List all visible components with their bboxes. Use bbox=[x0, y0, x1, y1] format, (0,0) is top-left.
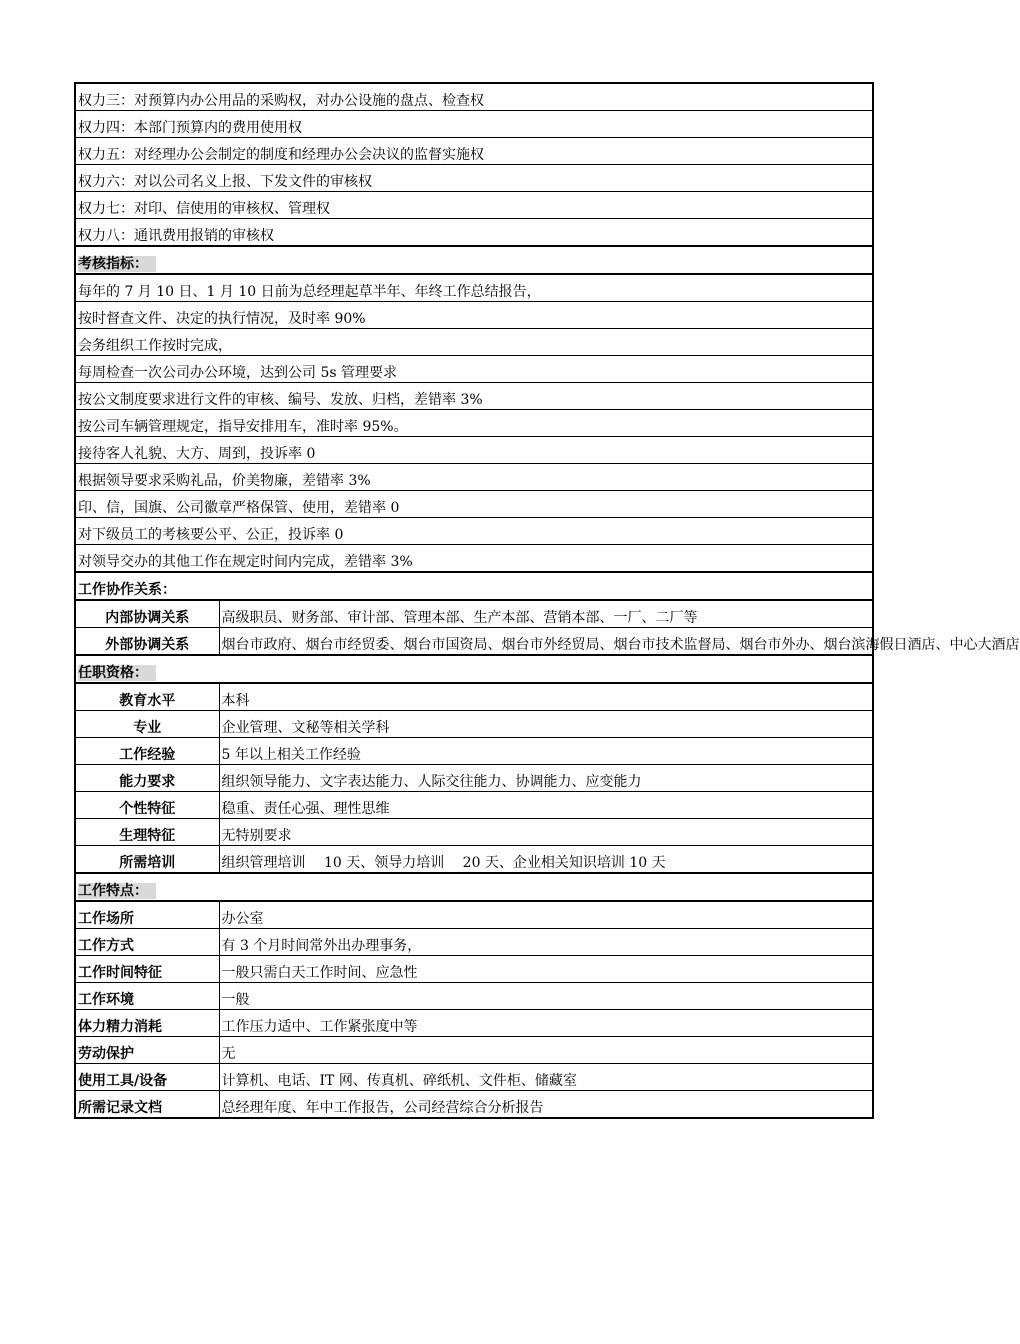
power-item: 权力三：对预算内办公用品的采购权，对办公设施的盘点、检查权 bbox=[75, 83, 873, 111]
power-item: 权力五：对经理办公会制定的制度和经理办公会决议的监督实施权 bbox=[75, 138, 873, 165]
qualifications-heading bbox=[75, 655, 873, 683]
qualification-label: 能力要求 bbox=[75, 765, 219, 792]
external-coordination-label: 外部协调关系 bbox=[75, 628, 219, 656]
qualification-value: 企业管理、文秘等相关学科 bbox=[219, 711, 873, 738]
cooperation-heading: 工作协作关系： bbox=[75, 572, 873, 600]
qualification-label: 所需培训 bbox=[75, 846, 219, 874]
kpi-item: 根据领导要求采购礼品，价美物廉，差错率 3% bbox=[75, 464, 873, 491]
feature-value: 一般 bbox=[219, 983, 873, 1010]
kpi-heading bbox=[75, 246, 873, 274]
feature-label: 所需记录文档 bbox=[75, 1091, 219, 1119]
qualification-value: 5 年以上相关工作经验 bbox=[219, 738, 873, 765]
kpi-item: 对领导交办的其他工作在规定时间内完成，差错率 3% bbox=[75, 545, 873, 573]
power-item: 权力四：本部门预算内的费用使用权 bbox=[75, 111, 873, 138]
feature-value: 办公室 bbox=[219, 901, 873, 929]
feature-value: 有 3 个月时间常外出办理事务， bbox=[219, 929, 873, 956]
kpi-item: 按公文制度要求进行文件的审核、编号、发放、归档，差错率 3% bbox=[75, 383, 873, 410]
feature-value: 无 bbox=[219, 1037, 873, 1064]
features-heading-text: 工作特点： bbox=[78, 883, 156, 899]
qualification-value: 组织管理培训 10 天、领导力培训 20 天、企业相关知识培训 10 天 bbox=[219, 846, 873, 874]
qualification-label: 专业 bbox=[75, 711, 219, 738]
kpi-item: 按公司车辆管理规定，指导安排用车，准时率 95%。 bbox=[75, 410, 873, 437]
kpi-item: 印、信，国旗、公司徽章严格保管、使用，差错率 0 bbox=[75, 491, 873, 518]
feature-label: 体力精力消耗 bbox=[75, 1010, 219, 1037]
qualification-value: 组织领导能力、文字表达能力、人际交往能力、协调能力、应变能力 bbox=[219, 765, 873, 792]
kpi-item: 会务组织工作按时完成， bbox=[75, 329, 873, 356]
power-item: 权力七：对印、信使用的审核权、管理权 bbox=[75, 192, 873, 219]
feature-label: 工作时间特征 bbox=[75, 956, 219, 983]
external-coordination-value: 烟台市政府、烟台市经贸委、烟台市国资局、烟台市外经贸局、烟台市技术监督局、烟台市外办、烟台滨海假日酒店、中心大酒店 bbox=[219, 628, 873, 656]
qualification-value: 稳重、责任心强、理性思维 bbox=[219, 792, 873, 819]
kpi-item: 接待客人礼貌、大方、周到，投诉率 0 bbox=[75, 437, 873, 464]
kpi-heading-text: 考核指标： bbox=[78, 256, 156, 272]
feature-label: 工作方式 bbox=[75, 929, 219, 956]
feature-label: 工作场所 bbox=[75, 901, 219, 929]
qualifications-heading-text: 任职资格： bbox=[78, 665, 156, 681]
qualification-value: 本科 bbox=[219, 683, 873, 711]
power-item: 权力八：通讯费用报销的审核权 bbox=[75, 219, 873, 247]
power-item: 权力六：对以公司名义上报、下发文件的审核权 bbox=[75, 165, 873, 192]
features-heading bbox=[75, 873, 873, 901]
internal-coordination-label: 内部协调关系 bbox=[75, 600, 219, 628]
qualification-value: 无特别要求 bbox=[219, 819, 873, 846]
feature-value: 工作压力适中、工作紧张度中等 bbox=[219, 1010, 873, 1037]
feature-value: 总经理年度、年中工作报告，公司经营综合分析报告 bbox=[219, 1091, 873, 1119]
feature-label: 使用工具/设备 bbox=[75, 1064, 219, 1091]
feature-label: 劳动保护 bbox=[75, 1037, 219, 1064]
internal-coordination-value: 高级职员、财务部、审计部、管理本部、生产本部、营销本部、一厂、二厂等 bbox=[219, 600, 873, 628]
qualification-label: 个性特征 bbox=[75, 792, 219, 819]
kpi-item: 每周检查一次公司办公环境，达到公司 5s 管理要求 bbox=[75, 356, 873, 383]
feature-label: 工作环境 bbox=[75, 983, 219, 1010]
job-description-table bbox=[74, 82, 1020, 1119]
kpi-item: 按时督查文件、决定的执行情况，及时率 90% bbox=[75, 302, 873, 329]
kpi-item: 对下级员工的考核要公平、公正，投诉率 0 bbox=[75, 518, 873, 545]
qualification-label: 教育水平 bbox=[75, 683, 219, 711]
feature-value: 计算机、电话、IT 网、传真机、碎纸机、文件柜、储藏室 bbox=[219, 1064, 873, 1091]
qualification-label: 工作经验 bbox=[75, 738, 219, 765]
feature-value: 一般只需白天工作时间、应急性 bbox=[219, 956, 873, 983]
kpi-item: 每年的 7 月 10 日、1 月 10 日前为总经理起草半年、年终工作总结报告， bbox=[75, 274, 873, 302]
qualification-label: 生理特征 bbox=[75, 819, 219, 846]
